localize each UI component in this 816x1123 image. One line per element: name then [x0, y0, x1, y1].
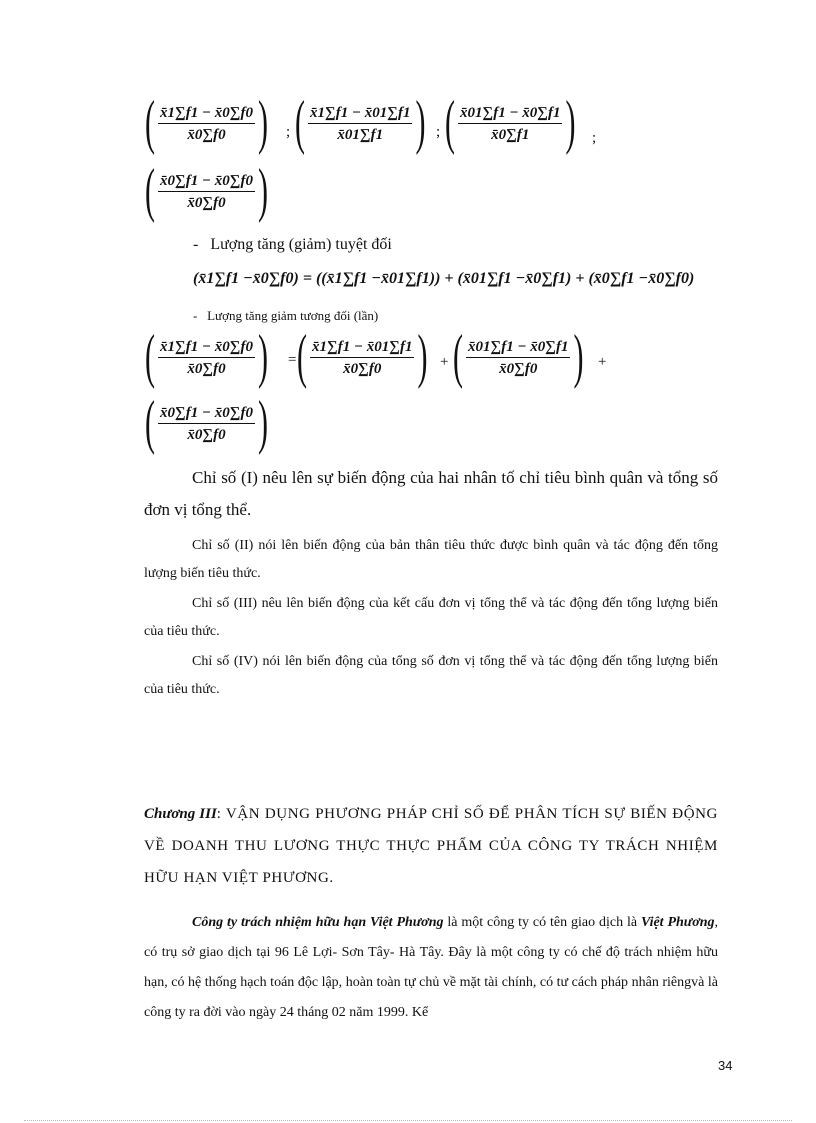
paragraph-text: Chỉ số (I) nêu lên sự biến động của hai nhân tố chỉ tiêu bình quân và tổng số đơn vị tổng thể.: [144, 468, 718, 519]
fraction-numerator: x̄1∑f1 − x̄01∑f1: [310, 338, 414, 358]
fraction-numerator: x̄1∑f1 − x̄01∑f1: [308, 104, 412, 124]
equals-sign: =: [288, 352, 297, 368]
fraction-denominator: x̄0∑f0: [499, 361, 538, 377]
relative-change-label: - Lượng tăng giảm tương đối (lần): [193, 308, 379, 323]
fraction-denominator: x̄0∑f0: [187, 361, 226, 377]
chapter-number: Chương III: [144, 806, 217, 822]
fraction-row2: ( $\frac{x̄0\sum f1 - x̄0\sum f0}{x̄0\sum f0}$ ): [145, 158, 268, 224]
paragraph-index-3: [144, 590, 718, 646]
fraction-numerator: x̄01∑f1 − x̄0∑f1: [458, 104, 562, 124]
body-paragraph: [144, 908, 718, 1028]
fraction-denominator: x̄01∑f1: [337, 127, 384, 143]
short-name: Việt Phương: [641, 915, 715, 930]
fraction-row1-b: ( $\frac{x̄1\sum f1 - x̄01\sum f1}{x̄01\sum f1}$ ): [295, 90, 426, 156]
fraction-numerator: x̄0∑f1 − x̄0∑f0: [158, 404, 255, 424]
page-number: 34: [718, 1058, 733, 1073]
chapter-heading: [144, 798, 718, 894]
fraction-numerator: x̄0∑f1 − x̄0∑f0: [158, 172, 255, 192]
fraction-numerator: x̄1∑f1 − x̄0∑f0: [158, 104, 255, 124]
fraction-numerator: x̄1∑f1 − x̄0∑f0: [158, 338, 255, 358]
fraction-row1-a: ( $\frac{x̄1\sum f1 - x̄0\sum f0}{x̄0\sum f0}$ ): [145, 90, 268, 156]
fraction-denominator: x̄0∑f0: [187, 427, 226, 443]
paragraph-text: Chỉ số (III) nêu lên biến động của kết cấu đơn vị tổng thể và tác động đến tổng lượng biến của tiêu thức.: [144, 596, 718, 639]
body-text-2: , có trụ sở giao dịch tại 96 Lê Lợi- Sơn Tây- Hà Tây. Đây là một công ty có chế độ trách nhiệm hữu hạn, có hệ thống hạch toán độc lập, hoàn toàn tự chủ về mặt tài chính, có tư cách pháp nhân riêngvà là công ty ra đời vào ngày 24 tháng 02 năm 1999. Kể: [144, 915, 718, 1020]
plus-sign: +: [598, 354, 607, 370]
fraction-row3-b: ( $\frac{x̄1\sum f1 - x̄01\sum f1}{x̄0\sum f0}$ ): [297, 324, 428, 390]
absolute-change-label: - Lượng tăng (giảm) tuyệt đối: [193, 236, 392, 253]
fraction-numerator: x̄01∑f1 − x̄0∑f1: [466, 338, 570, 358]
paragraph-text: Chỉ số (IV) nói lên biến động của tổng số đơn vị tổng thể và tác động đến tổng lượng biến của tiêu thức.: [144, 654, 718, 697]
body-text-1: là một công ty có tên giao dịch là: [443, 915, 642, 930]
paragraph-index-4: [144, 648, 718, 704]
chapter-title: : VẬN DỤNG PHƯƠNG PHÁP CHỈ SỐ ĐỂ PHÂN TÍCH SỰ BIẾN ĐỘNG VỀ DOANH THU LƯƠNG THỰC THỰC PHẨM CỦA CÔNG TY TRÁCH NHIỆM HỮU HẠN VIỆT PHƯƠNG.: [144, 806, 718, 886]
separator: ;: [592, 130, 597, 146]
fraction-denominator: x̄0∑f1: [491, 127, 530, 143]
separator: ;: [436, 124, 441, 140]
paragraph-index-1: [144, 462, 718, 526]
fraction-denominator: x̄0∑f0: [187, 195, 226, 211]
absolute-change-formula: (x̄1∑f1 −x̄0∑f0) = ((x̄1∑f1 −x̄01∑f1)) + (x̄01∑f1 −x̄0∑f1) + (x̄0∑f1 −x̄0∑f0): [193, 270, 695, 287]
fraction-row3-c: ( $\frac{x̄01\sum f1 - x̄0\sum f1}{x̄0\sum f0}$ ): [453, 324, 584, 390]
footer-rule: [24, 1120, 792, 1121]
separator: ;: [286, 124, 291, 140]
fraction-denominator: x̄0∑f0: [343, 361, 382, 377]
fraction-row4: ( $\frac{x̄0\sum f1 - x̄0\sum f0}{x̄0\sum f0}$ ): [145, 390, 268, 456]
fraction-row3-a: ( $\frac{x̄1\sum f1 - x̄0\sum f0}{x̄0\sum f0}$ ): [145, 324, 268, 390]
fraction-denominator: x̄0∑f0: [187, 127, 226, 143]
fraction-row1-c: ( $\frac{x̄01\sum f1 - x̄0\sum f1}{x̄0\sum f1}$ ): [445, 90, 576, 156]
company-name: Công ty trách nhiệm hữu hạn Việt Phương: [192, 915, 444, 930]
plus-sign: +: [440, 354, 449, 370]
paragraph-text: Chỉ số (II) nói lên biến động của bản thân tiêu thức được bình quân và tác động đến tổng lượng biến tiêu thức.: [144, 538, 718, 581]
paragraph-index-2: [144, 532, 718, 588]
